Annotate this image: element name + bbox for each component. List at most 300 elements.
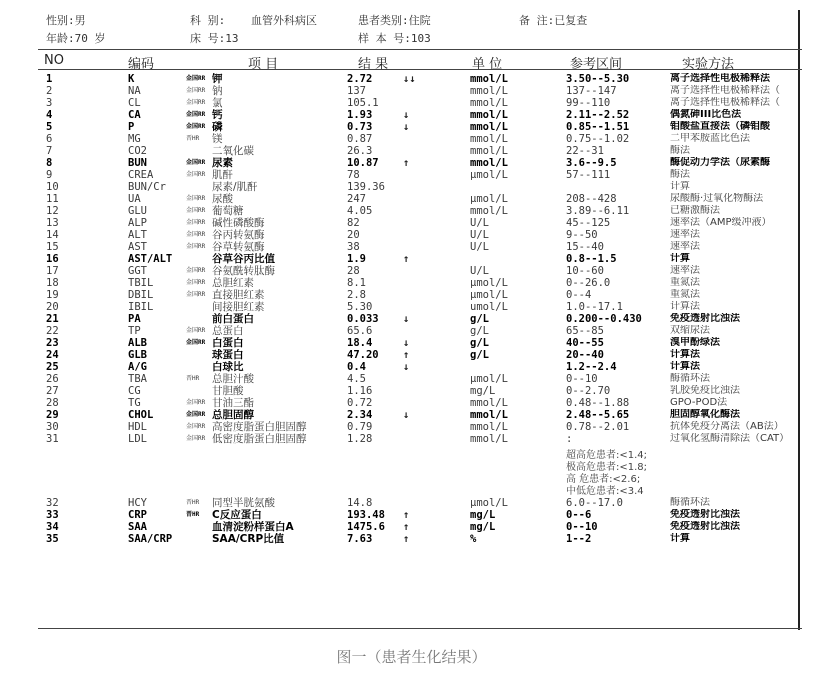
row-code: AST bbox=[128, 241, 147, 253]
accreditation-mark: 晋HR bbox=[186, 375, 200, 382]
row-code: BUN bbox=[128, 157, 147, 169]
row-unit: U/L bbox=[470, 229, 489, 241]
row-item-name: 尿素/肌酐 bbox=[212, 181, 258, 193]
row-method: 尿酸酶·过氧化物酶法 bbox=[670, 193, 764, 204]
abnormal-flag-icon: ↑ bbox=[403, 157, 410, 169]
table-bottom-rule bbox=[38, 628, 802, 629]
table-row bbox=[0, 205, 823, 217]
row-result: 2.8 bbox=[347, 289, 366, 301]
row-item-name: 肌酐 bbox=[212, 169, 233, 181]
row-item-name: 总胆红素 bbox=[212, 277, 254, 289]
row-item-name: SAA/CRP比值 bbox=[212, 533, 285, 545]
row-unit: g/L bbox=[470, 313, 489, 325]
row-code: DBIL bbox=[128, 289, 154, 301]
row-result: 0.72 bbox=[347, 397, 373, 409]
row-code: NA bbox=[128, 85, 141, 97]
row-no: 10 bbox=[46, 181, 59, 193]
accreditation-mark: 金国RR bbox=[186, 423, 206, 430]
row-reference: 0.8--1.5 bbox=[566, 253, 617, 265]
row-result: 1.28 bbox=[347, 433, 373, 445]
col-result: 结 果 bbox=[358, 57, 389, 72]
table-row bbox=[0, 277, 823, 289]
row-result: 4.05 bbox=[347, 205, 373, 217]
table-row bbox=[0, 265, 823, 277]
row-method: 计算 bbox=[670, 253, 690, 264]
row-reference: 15--40 bbox=[566, 241, 604, 253]
row-method: 乳胶免疫比浊法 bbox=[670, 385, 740, 396]
row-result: 14.8 bbox=[347, 497, 373, 509]
row-unit: mmol/L bbox=[470, 97, 508, 109]
abnormal-flag-icon: ↓ bbox=[403, 313, 410, 325]
row-item-name: 二氧化碳 bbox=[212, 145, 254, 157]
row-unit: U/L bbox=[470, 217, 489, 229]
row-result: 7.63 bbox=[347, 533, 373, 545]
row-item-name: 血清淀粉样蛋白A bbox=[212, 521, 294, 533]
abnormal-flag-icon: ↑ bbox=[403, 253, 410, 265]
row-code: CG bbox=[128, 385, 141, 397]
row-no: 28 bbox=[46, 397, 59, 409]
table-row bbox=[0, 497, 823, 509]
row-no: 27 bbox=[46, 385, 59, 397]
row-method: 速率法（AMP缓冲液） bbox=[670, 217, 772, 228]
row-no: 24 bbox=[46, 349, 59, 361]
row-code: BUN/Cr bbox=[128, 181, 166, 193]
row-method: 离子选择性电极稀释法（ bbox=[670, 97, 780, 108]
accreditation-mark: 金国RR bbox=[186, 87, 206, 94]
row-code: AST/ALT bbox=[128, 253, 173, 265]
row-result: 1.16 bbox=[347, 385, 373, 397]
row-reference: 1.2--2.4 bbox=[566, 361, 617, 373]
row-unit: mmol/L bbox=[470, 397, 508, 409]
table-row bbox=[0, 217, 823, 229]
accreditation-mark: 金国RR bbox=[186, 159, 206, 166]
patient-type: 患者类别:住院 bbox=[358, 14, 431, 27]
accreditation-mark: 金国RR bbox=[186, 123, 206, 130]
row-no: 32 bbox=[46, 497, 59, 509]
table-row bbox=[0, 325, 823, 337]
table-row bbox=[0, 241, 823, 253]
row-no: 6 bbox=[46, 133, 53, 145]
row-result: 20 bbox=[347, 229, 360, 241]
row-code: ALB bbox=[128, 337, 147, 349]
patient-dept: 血管外科病区 bbox=[251, 14, 317, 27]
row-unit: μmol/L bbox=[470, 193, 508, 205]
row-reference: 0--6 bbox=[566, 509, 592, 521]
row-reference: 0--2.70 bbox=[566, 385, 611, 397]
accreditation-mark: 金国RR bbox=[186, 231, 206, 238]
row-no: 1 bbox=[46, 73, 53, 85]
abnormal-flag-icon: ↑ bbox=[403, 533, 410, 545]
row-item-name: 谷丙转氨酶 bbox=[212, 229, 265, 241]
row-code: SAA/CRP bbox=[128, 533, 173, 545]
row-item-name: 磷 bbox=[212, 121, 223, 133]
row-item-name: 直接胆红素 bbox=[212, 289, 265, 301]
row-no: 18 bbox=[46, 277, 59, 289]
row-unit: μmol/L bbox=[470, 277, 508, 289]
row-reference: 0--10 bbox=[566, 521, 598, 533]
row-method: 计算法 bbox=[670, 301, 700, 312]
row-unit: mmol/L bbox=[470, 145, 508, 157]
row-item-name: 前白蛋白 bbox=[212, 313, 254, 325]
row-result: 247 bbox=[347, 193, 366, 205]
ldl-risk-line: 极高危患者:<1.8; bbox=[566, 462, 648, 473]
row-no: 26 bbox=[46, 373, 59, 385]
row-item-name: C反应蛋白 bbox=[212, 509, 262, 521]
table-row bbox=[0, 181, 823, 193]
col-no: NO bbox=[44, 53, 64, 68]
row-result: 26.3 bbox=[347, 145, 373, 157]
row-unit: μmol/L bbox=[470, 373, 508, 385]
row-method: 酶循环法 bbox=[670, 497, 710, 508]
table-row bbox=[0, 301, 823, 313]
row-method: 酶法 bbox=[670, 169, 690, 180]
row-code: P bbox=[128, 121, 135, 133]
accreditation-mark: 晋HR bbox=[186, 511, 200, 518]
row-item-name: 白蛋白 bbox=[212, 337, 244, 349]
accreditation-mark: 晋HR bbox=[186, 135, 200, 142]
row-unit: mmol/L bbox=[470, 85, 508, 97]
row-no: 4 bbox=[46, 109, 53, 121]
row-no: 35 bbox=[46, 533, 59, 545]
row-item-name: 总胆汁酸 bbox=[212, 373, 254, 385]
row-result: 105.1 bbox=[347, 97, 379, 109]
table-row bbox=[0, 73, 823, 85]
row-no: 3 bbox=[46, 97, 53, 109]
row-unit: mmol/L bbox=[470, 73, 508, 85]
row-code: GGT bbox=[128, 265, 147, 277]
row-unit: U/L bbox=[470, 265, 489, 277]
row-reference: 3.6--9.5 bbox=[566, 157, 617, 169]
row-unit: mg/L bbox=[470, 509, 496, 521]
row-no: 20 bbox=[46, 301, 59, 313]
row-no: 15 bbox=[46, 241, 59, 253]
row-reference: 1.0--17.1 bbox=[566, 301, 623, 313]
row-no: 19 bbox=[46, 289, 59, 301]
row-item-name: 白球比 bbox=[212, 361, 244, 373]
row-result: 2.34 bbox=[347, 409, 373, 421]
row-reference: 2.48--5.65 bbox=[566, 409, 630, 421]
row-item-name: 谷草谷丙比值 bbox=[212, 253, 275, 265]
row-code: HDL bbox=[128, 421, 147, 433]
figure-caption: 图一（患者生化结果） bbox=[336, 648, 487, 666]
row-unit: umol/L bbox=[470, 301, 508, 313]
table-row bbox=[0, 193, 823, 205]
row-code: LDL bbox=[128, 433, 147, 445]
row-code: TP bbox=[128, 325, 141, 337]
row-item-name: 谷草转氨酶 bbox=[212, 241, 265, 253]
row-reference: 9--50 bbox=[566, 229, 598, 241]
table-row bbox=[0, 361, 823, 373]
row-unit: mmol/L bbox=[470, 409, 508, 421]
row-result: 65.6 bbox=[347, 325, 373, 337]
row-no: 25 bbox=[46, 361, 59, 373]
row-unit: μmol/L bbox=[470, 169, 508, 181]
row-method: 计算 bbox=[670, 181, 690, 192]
abnormal-flag-icon: ↓ bbox=[403, 409, 410, 421]
row-method: 离子选择性电极稀释法 bbox=[670, 73, 770, 84]
col-code: 编码 bbox=[128, 57, 155, 72]
row-method: 免疫透射比浊法 bbox=[670, 313, 740, 324]
row-item-name: 同型半胱氨酸 bbox=[212, 497, 275, 509]
table-row bbox=[0, 533, 823, 545]
row-code: GLB bbox=[128, 349, 147, 361]
table-row bbox=[0, 373, 823, 385]
row-unit: mmol/L bbox=[470, 133, 508, 145]
table-row bbox=[0, 229, 823, 241]
row-reference: 3.50--5.30 bbox=[566, 73, 630, 85]
remark: 备 注:已复查 bbox=[519, 14, 588, 27]
accreditation-mark: 晋HR bbox=[186, 499, 200, 506]
accreditation-mark: 金国RR bbox=[186, 99, 206, 106]
ldl-risk-line: 中低危患者:<3.4 bbox=[566, 486, 644, 497]
row-no: 29 bbox=[46, 409, 59, 421]
row-reference: 0.200--0.430 bbox=[566, 313, 642, 325]
row-code: SAA bbox=[128, 521, 147, 533]
row-method: 酶法 bbox=[670, 145, 690, 156]
row-unit: μmol/L bbox=[470, 289, 508, 301]
table-row bbox=[0, 521, 823, 533]
ldl-risk-line: 高 危患者:<2.6; bbox=[566, 474, 641, 485]
row-result: 1475.6 bbox=[347, 521, 385, 533]
row-no: 17 bbox=[46, 265, 59, 277]
row-code: PA bbox=[128, 313, 141, 325]
row-reference: 3.89--6.11 bbox=[566, 205, 630, 217]
row-result: 18.4 bbox=[347, 337, 373, 349]
table-row bbox=[0, 385, 823, 397]
row-no: 12 bbox=[46, 205, 59, 217]
row-method: 胆固醇氧化酶法 bbox=[670, 409, 740, 420]
row-unit: g/L bbox=[470, 349, 489, 361]
row-reference: 40--55 bbox=[566, 337, 604, 349]
row-no: 5 bbox=[46, 121, 53, 133]
row-unit: g/L bbox=[470, 325, 489, 337]
table-row bbox=[0, 397, 823, 409]
table-row bbox=[0, 433, 823, 445]
row-no: 13 bbox=[46, 217, 59, 229]
row-reference: 6.0--17.0 bbox=[566, 497, 623, 509]
row-method: 免疫透射比浊法 bbox=[670, 509, 740, 520]
patient-gender: 性别:男 bbox=[46, 14, 86, 27]
row-result: 2.72 bbox=[347, 73, 373, 85]
row-no: 34 bbox=[46, 521, 59, 533]
row-item-name: 碱性磷酸酶 bbox=[212, 217, 265, 229]
accreditation-mark: 金国RR bbox=[186, 399, 206, 406]
col-unit: 单 位 bbox=[472, 57, 503, 72]
row-no: 9 bbox=[46, 169, 53, 181]
row-method: 已糖激酶法 bbox=[670, 205, 720, 216]
abnormal-flag-icon: ↑ bbox=[403, 349, 410, 361]
row-code: UA bbox=[128, 193, 141, 205]
accreditation-mark: 金国RR bbox=[186, 291, 206, 298]
row-item-name: 钙 bbox=[212, 109, 223, 121]
row-item-name: 葡萄糖 bbox=[212, 205, 244, 217]
row-reference: 99--110 bbox=[566, 97, 611, 109]
row-method: 重氮法 bbox=[670, 277, 700, 288]
row-item-name: 间接胆红素 bbox=[212, 301, 265, 313]
row-result: 10.87 bbox=[347, 157, 379, 169]
row-item-name: 氯 bbox=[212, 97, 223, 109]
table-row bbox=[0, 85, 823, 97]
row-no: 33 bbox=[46, 509, 59, 521]
patient-bed: 床 号:13 bbox=[190, 32, 239, 45]
row-reference: 57--111 bbox=[566, 169, 611, 181]
row-no: 7 bbox=[46, 145, 53, 157]
table-row bbox=[0, 145, 823, 157]
row-no: 30 bbox=[46, 421, 59, 433]
row-method: 钼酸盐直接法（磷钼酸 bbox=[670, 121, 770, 132]
row-unit: mg/L bbox=[470, 521, 496, 533]
table-row bbox=[0, 121, 823, 133]
row-item-name: 球蛋白 bbox=[212, 349, 244, 361]
patient-age: 年龄:70 岁 bbox=[46, 32, 106, 45]
row-unit: mg/L bbox=[470, 385, 496, 397]
row-code: HCY bbox=[128, 497, 147, 509]
row-no: 31 bbox=[46, 433, 59, 445]
row-reference: 0.75--1.02 bbox=[566, 133, 630, 145]
row-item-name: 尿酸 bbox=[212, 193, 233, 205]
row-code: TBA bbox=[128, 373, 147, 385]
row-reference: : bbox=[566, 433, 573, 445]
accreditation-mark: 金国RR bbox=[186, 435, 206, 442]
row-result: 0.87 bbox=[347, 133, 373, 145]
table-row bbox=[0, 349, 823, 361]
ldl-risk-line: 超高危患者:<1.4; bbox=[566, 450, 648, 461]
row-method: 重氮法 bbox=[670, 289, 700, 300]
row-code: IBIL bbox=[128, 301, 154, 313]
row-reference: 0.85--1.51 bbox=[566, 121, 630, 133]
row-unit: mmol/L bbox=[470, 433, 508, 445]
table-row bbox=[0, 133, 823, 145]
row-reference: 0--4 bbox=[566, 289, 592, 301]
row-result: 8.1 bbox=[347, 277, 366, 289]
row-result: 137 bbox=[347, 85, 366, 97]
row-no: 14 bbox=[46, 229, 59, 241]
row-no: 23 bbox=[46, 337, 59, 349]
accreditation-mark: 金国RR bbox=[186, 207, 206, 214]
row-result: 0.4 bbox=[347, 361, 366, 373]
row-code: TBIL bbox=[128, 277, 154, 289]
row-unit: mmol/L bbox=[470, 121, 508, 133]
accreditation-mark: 金国RR bbox=[186, 327, 206, 334]
row-code: CREA bbox=[128, 169, 154, 181]
row-code: CRP bbox=[128, 509, 147, 521]
row-reference: 20--40 bbox=[566, 349, 604, 361]
row-item-name: 钠 bbox=[212, 85, 223, 97]
row-item-name: 总蛋白 bbox=[212, 325, 244, 337]
row-reference: 0--10 bbox=[566, 373, 598, 385]
abnormal-flag-icon: ↓ bbox=[403, 361, 410, 373]
table-row bbox=[0, 337, 823, 349]
row-item-name: 镁 bbox=[212, 133, 223, 145]
row-method: 抗体免疫分离法（AB法） bbox=[670, 421, 784, 432]
row-code: GLU bbox=[128, 205, 147, 217]
row-item-name: 低密度脂蛋白胆固醇 bbox=[212, 433, 307, 445]
abnormal-flag-icon: ↓ bbox=[403, 109, 410, 121]
row-result: 0.79 bbox=[347, 421, 373, 433]
row-method: 偶氮砷III比色法 bbox=[670, 109, 742, 120]
row-reference: 0.48--1.88 bbox=[566, 397, 630, 409]
accreditation-mark: 金国RR bbox=[186, 219, 206, 226]
header-bottom-rule bbox=[38, 69, 802, 70]
row-method: 计算法 bbox=[670, 349, 700, 360]
row-reference: 208--428 bbox=[566, 193, 617, 205]
abnormal-flag-icon: ↓↓ bbox=[403, 73, 416, 85]
row-code: CO2 bbox=[128, 145, 147, 157]
row-code: K bbox=[128, 73, 135, 85]
row-result: 0.033 bbox=[347, 313, 379, 325]
row-reference: 0.78--2.01 bbox=[566, 421, 630, 433]
row-method: 速率法 bbox=[670, 265, 700, 276]
row-result: 0.73 bbox=[347, 121, 373, 133]
row-method: 速率法 bbox=[670, 229, 700, 240]
row-method: 计算 bbox=[670, 533, 690, 544]
table-row bbox=[0, 253, 823, 265]
row-no: 21 bbox=[46, 313, 59, 325]
col-item: 项 目 bbox=[248, 57, 279, 72]
row-reference: 65--85 bbox=[566, 325, 604, 337]
row-item-name: 钾 bbox=[212, 73, 223, 85]
row-code: CL bbox=[128, 97, 141, 109]
row-reference: 137--147 bbox=[566, 85, 617, 97]
row-result: 38 bbox=[347, 241, 360, 253]
table-row bbox=[0, 421, 823, 433]
table-row bbox=[0, 509, 823, 521]
row-item-name: 甘油三酯 bbox=[212, 397, 254, 409]
row-method: GPO-POD法 bbox=[670, 397, 728, 408]
col-reference: 参考区间 bbox=[570, 57, 623, 72]
row-result: 1.9 bbox=[347, 253, 366, 265]
row-method: 速率法 bbox=[670, 241, 700, 252]
table-row bbox=[0, 109, 823, 121]
sample-number: 样 本 号:103 bbox=[358, 32, 431, 45]
accreditation-mark: 金国RR bbox=[186, 243, 206, 250]
row-method: 双缩尿法 bbox=[670, 325, 710, 336]
accreditation-mark: 金国RR bbox=[186, 267, 206, 274]
row-result: 78 bbox=[347, 169, 360, 181]
row-method: 计算法 bbox=[670, 361, 700, 372]
row-unit: g/L bbox=[470, 337, 489, 349]
row-unit: U/L bbox=[470, 241, 489, 253]
row-unit: μmol/L bbox=[470, 497, 508, 509]
row-no: 16 bbox=[46, 253, 59, 265]
row-reference: 10--60 bbox=[566, 265, 604, 277]
row-reference: 45--125 bbox=[566, 217, 611, 229]
row-code: CA bbox=[128, 109, 141, 121]
patient-dept-label: 科 别: bbox=[190, 14, 226, 27]
row-code: TG bbox=[128, 397, 141, 409]
row-item-name: 谷氨酰转肽酶 bbox=[212, 265, 275, 277]
row-unit: % bbox=[470, 533, 477, 545]
accreditation-mark: 金国RR bbox=[186, 279, 206, 286]
row-item-name: 尿素 bbox=[212, 157, 233, 169]
row-item-name: 总胆固醇 bbox=[212, 409, 254, 421]
row-unit: mmol/L bbox=[470, 421, 508, 433]
row-item-name: 甘胆酸 bbox=[212, 385, 244, 397]
row-method: 酶促动力学法（尿素酶 bbox=[670, 157, 770, 168]
row-code: CHOL bbox=[128, 409, 154, 421]
row-result: 28 bbox=[347, 265, 360, 277]
row-result: 193.48 bbox=[347, 509, 385, 521]
table-row bbox=[0, 157, 823, 169]
row-result: 139.36 bbox=[347, 181, 385, 193]
row-no: 2 bbox=[46, 85, 53, 97]
row-reference: 0--26.0 bbox=[566, 277, 611, 289]
row-code: ALT bbox=[128, 229, 147, 241]
row-code: MG bbox=[128, 133, 141, 145]
accreditation-mark: 金国RR bbox=[186, 75, 206, 82]
table-row bbox=[0, 289, 823, 301]
row-unit: mmol/L bbox=[470, 205, 508, 217]
